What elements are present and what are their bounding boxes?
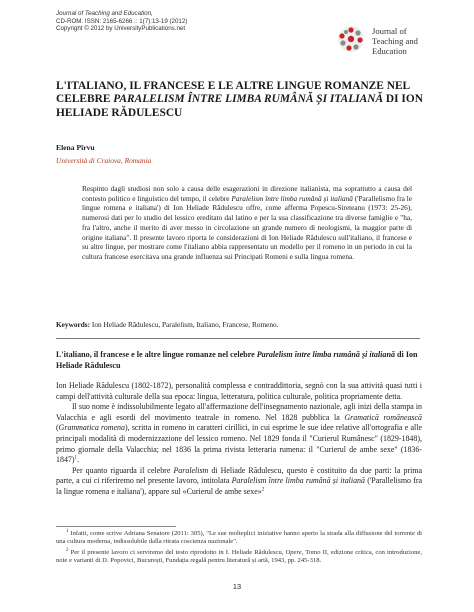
abstract-text-cont: ('Parallelismo fra le lingue romena e italiana') di Ion Heliade Rădulescu offre, come afferma Popescu-Sireteanu (1973: 25-26), numerosi dati per lo studio del lessico ereditato dal latino e per la sua classificazione tra diverse famiglie e "ha, fra l'altro, anche il merito di aver messo in circolazione un grande numero di neologismi, la maggior parte di origine italiana". Il presente lavoro riporta le considerazioni di Ion Heliade Rădulescu sull'italiano, il francese e su altre lingue, per mostrare come l'italiano abbia rappresentato un modello per il romeno in un periodo in cui la cultura francese esercitava una grande influenza sui Principati Romeni e sulla lingua romena. — [82, 193, 412, 261]
paragraph-text: ('Parallelismo fra la lingue romena e italiana'), appare sul «Curierul de ambe sexe» — [56, 476, 422, 496]
body-paragraph — [56, 466, 422, 498]
keywords-label: Keywords: — [56, 320, 91, 329]
footnote-text: , Tomo II, edizione critica, con introduzione, note e varianti di D. Popovici, București, Fundația regală pentru literatură și artă, 1943, pp. 245-318. — [56, 548, 422, 565]
abstract-text: Respinto dagli studiosi non solo a causa delle esagerazioni in direzione italianista, ma soprattutto a causa del contesto politico e linguistico del tempo, il celebre — [82, 184, 412, 203]
section-heading-italic: Paralelism între limba rumână și italiană — [256, 350, 396, 359]
page-number: 13 — [232, 582, 242, 591]
paragraph-text: Per quanto riguarda il celebre — [72, 465, 174, 475]
author-name: Elena Pîrvu — [56, 143, 95, 152]
body-paragraph — [56, 402, 422, 466]
footnote-ref[interactable]: 2 — [261, 487, 265, 493]
paragraph-italic: Paralelism între limba rumână și italiană — [231, 476, 365, 486]
footnote-ref[interactable]: 1 — [74, 455, 78, 461]
footnote — [56, 530, 422, 547]
section-heading — [56, 350, 426, 371]
paper-title — [56, 80, 430, 120]
logo-text — [372, 26, 418, 56]
title-italic-text: PARALELISM ÎNTRE LIMBA RUMÂNĂ ȘI ITALIANĂ — [113, 93, 384, 106]
footnote-divider — [56, 526, 176, 527]
issn-line: CD-ROM. ISSN: 2165-6266 :: 1(7):13-19 (2012) — [56, 17, 188, 25]
title-text-end: DI ION HELIADE RĂDULESCU — [56, 93, 423, 119]
paragraph-text: ), scritta in romeno in caratteri cirillici, in cui esprime le sue idee relative all'ortografia e alle principali modalità di modernizzazione del lessico romeno. Nel 1829 fonda il "Curierul Rumânesc" (1829-1848), primo giornale della Valacchia; nel 1836 la prima rivista letteraria rumena: il "Curierul de ambe sexe" (1836-1847) — [56, 423, 422, 465]
paragraph-text: di Heliade Rădulescu, questo è costituito da due parti: la prima parte, a cui ci riferiremo nel presente lavoro, intitolata — [56, 465, 422, 486]
logo-line: Journal of — [372, 26, 407, 36]
abstract-italic-title: Paralelism între limba rumână și italiană — [231, 193, 353, 203]
title-text: L'ITALIANO, IL FRANCESE E LE ALTRE LINGUE ROMANZE NEL CELEBRE — [56, 80, 410, 106]
footnotes — [56, 530, 422, 568]
body-paragraph: Ion Heliade Rădulescu (1802-1872), personalità complessa e contraddittoria, segnò con la sua attività quasi tutti i campi dell'attività culturale della sua epoca: lingua, letteratura, politica culturale, politica propriamente detta. — [56, 381, 422, 401]
paragraph-text: ( — [56, 423, 59, 433]
footnote-italic: Opere — [285, 548, 302, 556]
footnote-text: Per il presente lavoro ci serviremo del testo riprodotto in I. Heliade Rădulescu, — [68, 548, 286, 556]
section-divider — [56, 338, 420, 339]
journal-logo-icon — [336, 24, 366, 54]
footnote-text: Infatti, come scrive Adriana Senatore (2011: 305), "Le sue molteplici iniziative hanno aperto la strada alla diffusione del torrente di una cultura moderna, indissolubile dalla ritrata coscienza nazionale". — [56, 530, 422, 546]
paragraph-italic: Gramatică românească — [344, 412, 422, 422]
keywords — [56, 320, 426, 329]
footnote-number: 2 — [66, 547, 69, 553]
journal-name: Journal of Teaching and Education, — [56, 10, 153, 17]
abstract — [82, 184, 412, 262]
section-heading-text: L'italiano, il francese e le altre lingue romanze nel celebre — [56, 350, 257, 359]
footnote — [56, 549, 422, 566]
section-heading-end: di Ion Heliade Rădulescu — [56, 350, 418, 370]
logo-line: Teaching and — [372, 36, 418, 46]
logo-line: Education — [372, 46, 407, 56]
paragraph-italic: Grammatica romena — [58, 423, 125, 433]
paragraph-italic: Paralelism — [173, 465, 209, 475]
footnote-number: 1 — [66, 528, 69, 534]
author-affiliation: Università di Craiova, Romania — [56, 156, 152, 165]
keywords-list: Ion Heliade Rădulescu, Paralelism, Italiano, Francese, Romeno. — [90, 320, 279, 329]
journal-header-info — [56, 10, 187, 33]
body-text — [56, 381, 422, 498]
paragraph-text: Il suo nome è indissolubilmente legato all'affermazione dell'insegnamento nazionale, agli inizi della stampa in Valacchia e agli esordi del movimento teatrale in romeno. Nel 1828 pubblica la — [56, 402, 422, 422]
paragraph-text: . — [77, 455, 80, 465]
copyright-line: Copyright © 2012 by UniversityPublications.net — [56, 25, 186, 33]
